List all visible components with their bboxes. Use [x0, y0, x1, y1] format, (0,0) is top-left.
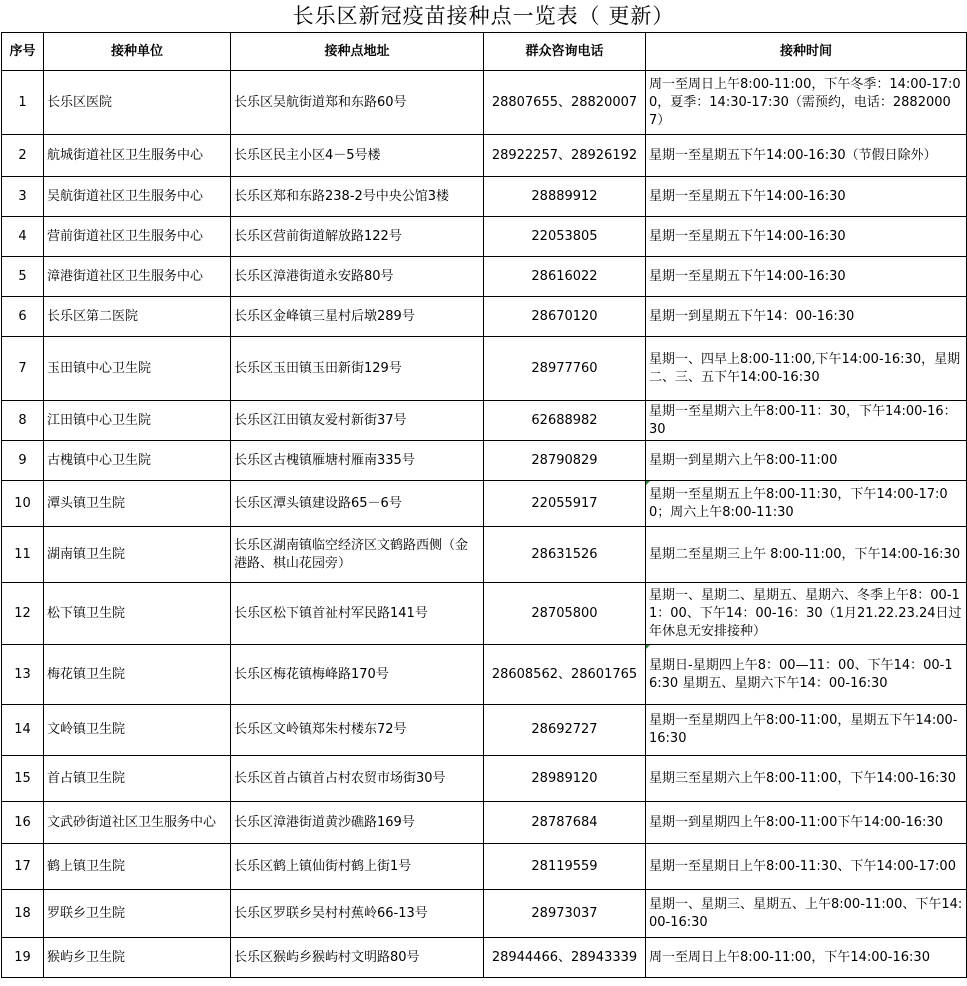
- row-address: 长乐区松下镇首祉村军民路141号: [231, 583, 484, 645]
- row-phone: 28631526: [484, 527, 646, 583]
- row-address: 长乐区文岭镇郑朱村楼东72号: [231, 705, 484, 756]
- row-phone: 28119559: [484, 844, 646, 890]
- row-phone: 22055917: [484, 481, 646, 527]
- row-phone: 28807655、28820007: [484, 71, 646, 135]
- row-index: 2: [2, 135, 44, 177]
- row-index: 19: [2, 938, 44, 978]
- row-unit: 鹤上镇卫生院: [44, 844, 231, 890]
- row-time: 星期一至星期日上午8:00-11:30、下午14:00-17:00: [646, 844, 967, 890]
- row-index: 6: [2, 297, 44, 337]
- row-address: 长乐区潭头镇建设路65－6号: [231, 481, 484, 527]
- row-time: 星期一到星期六上午8:00-11:00: [646, 441, 967, 481]
- row-index: 7: [2, 337, 44, 401]
- row-index: 9: [2, 441, 44, 481]
- row-phone: 28608562、28601765: [484, 645, 646, 705]
- row-phone: 62688982: [484, 401, 646, 441]
- row-address: 长乐区郑和东路238-2号中央公馆3楼: [231, 177, 484, 217]
- row-address: 长乐区金峰镇三星村后墩289号: [231, 297, 484, 337]
- row-unit: 长乐区第二医院: [44, 297, 231, 337]
- row-time: 星期一、四早上8:00-11:00,下午14:00-16:30，星期二、三、五下午14:00-16:30: [646, 337, 967, 401]
- table-row: [2, 527, 967, 583]
- row-unit: 潭头镇卫生院: [44, 481, 231, 527]
- row-unit: 罗联乡卫生院: [44, 890, 231, 938]
- row-index: 17: [2, 844, 44, 890]
- row-address: 长乐区罗联乡吴村村蕉岭66-13号: [231, 890, 484, 938]
- row-address: 长乐区湖南镇临空经济区文鹤路西侧（金港路、棋山花园旁）: [231, 527, 484, 583]
- row-index: 3: [2, 177, 44, 217]
- row-phone: 28973037: [484, 890, 646, 938]
- row-unit: 文岭镇卫生院: [44, 705, 231, 756]
- row-address: 长乐区首占镇首占村农贸市场街30号: [231, 756, 484, 802]
- row-index: 13: [2, 645, 44, 705]
- row-time: 星期一、星期二、星期五、星期六、冬季上午8：00-11：00、下午14：00-16：30（1月21.22.23.24日过年休息无安排接种）: [646, 583, 967, 645]
- row-unit: 漳港街道社区卫生服务中心: [44, 257, 231, 297]
- table-row: [2, 217, 967, 257]
- row-index: 16: [2, 802, 44, 844]
- row-index: 5: [2, 257, 44, 297]
- row-time: 星期一至星期六上午8:00-11：30，下午14:00-16：30: [646, 401, 967, 441]
- row-address: 长乐区鹤上镇仙街村鹤上街1号: [231, 844, 484, 890]
- table-row: [2, 401, 967, 441]
- row-phone: 28670120: [484, 297, 646, 337]
- row-index: 10: [2, 481, 44, 527]
- row-address: 长乐区吴航街道郑和东路60号: [231, 71, 484, 135]
- row-unit: 江田镇中心卫生院: [44, 401, 231, 441]
- table-row: [2, 844, 967, 890]
- row-unit: 营前街道社区卫生服务中心: [44, 217, 231, 257]
- row-time: 星期一至星期四上午8:00-11:00，星期五下午14:00-16:30: [646, 705, 967, 756]
- row-address: 长乐区玉田镇玉田新街129号: [231, 337, 484, 401]
- row-time: 星期三至星期六上午8:00-11:00，下午14:00-16:30: [646, 756, 967, 802]
- row-time: 星期一至星期五下午14:00-16:30: [646, 257, 967, 297]
- row-unit: 梅花镇卫生院: [44, 645, 231, 705]
- page-title: 长乐区新冠疫苗接种点一览表（ 更新）: [292, 4, 675, 28]
- row-address: 长乐区猴屿乡猴屿村文明路80号: [231, 938, 484, 978]
- row-phone: 28922257、28926192: [484, 135, 646, 177]
- row-address: 长乐区梅花镇梅峰路170号: [231, 645, 484, 705]
- row-address: 长乐区江田镇友爱村新街37号: [231, 401, 484, 441]
- row-phone: 28790829: [484, 441, 646, 481]
- row-phone: 28787684: [484, 802, 646, 844]
- row-index: 18: [2, 890, 44, 938]
- row-unit: 松下镇卫生院: [44, 583, 231, 645]
- table-row: [2, 645, 967, 705]
- table-row: [2, 890, 967, 938]
- header-phone: 群众咨询电话: [484, 33, 646, 71]
- row-phone: 28616022: [484, 257, 646, 297]
- row-time: 周一至周日上午8:00-11:00，下午14:00-16:30: [646, 938, 967, 978]
- table-row: [2, 257, 967, 297]
- table-row: [2, 71, 967, 135]
- row-address: 长乐区古槐镇雁塘村雁南335号: [231, 441, 484, 481]
- table-row: [2, 756, 967, 802]
- row-phone: 28989120: [484, 756, 646, 802]
- row-address: 长乐区漳港街道永安路80号: [231, 257, 484, 297]
- row-unit: 首占镇卫生院: [44, 756, 231, 802]
- row-phone: 28692727: [484, 705, 646, 756]
- row-index: 4: [2, 217, 44, 257]
- row-index: 8: [2, 401, 44, 441]
- row-time: 星期二至星期三上午 8:00-11:00，下午14:00-16:30: [646, 527, 967, 583]
- row-phone: 28977760: [484, 337, 646, 401]
- row-index: 15: [2, 756, 44, 802]
- table-row: [2, 938, 967, 978]
- row-unit: 航城街道社区卫生服务中心: [44, 135, 231, 177]
- table-row: [2, 705, 967, 756]
- table-row: [2, 297, 967, 337]
- row-time: 星期一、星期三、星期五、上午8:00-11:00、下午14:00-16:30: [646, 890, 967, 938]
- table-row: [2, 135, 967, 177]
- header-index: 序号: [2, 33, 44, 71]
- row-phone: 28889912: [484, 177, 646, 217]
- vaccination-sites-table: [1, 32, 967, 978]
- table-row: [2, 802, 967, 844]
- table-row: [2, 441, 967, 481]
- header-unit: 接种单位: [44, 33, 231, 71]
- table-row: [2, 583, 967, 645]
- row-time: 星期一到星期四上午8:00-11:00下午14:00-16:30: [646, 802, 967, 844]
- row-index: 11: [2, 527, 44, 583]
- row-time: 星期一到星期五下午14：00-16:30: [646, 297, 967, 337]
- row-time: 星期一至星期五下午14:00-16:30: [646, 177, 967, 217]
- row-address: 长乐区漳港街道黄沙礁路169号: [231, 802, 484, 844]
- row-phone: 22053805: [484, 217, 646, 257]
- row-unit: 长乐区医院: [44, 71, 231, 135]
- row-phone: 28944466、28943339: [484, 938, 646, 978]
- row-time: 星期一至星期五下午14:00-16:30（节假日除外）: [646, 135, 967, 177]
- header-time: 接种时间: [646, 33, 967, 71]
- row-address: 长乐区民主小区4－5号楼: [231, 135, 484, 177]
- row-index: 12: [2, 583, 44, 645]
- row-index: 14: [2, 705, 44, 756]
- row-unit: 玉田镇中心卫生院: [44, 337, 231, 401]
- row-address: 长乐区营前街道解放路122号: [231, 217, 484, 257]
- row-time: 周一至周日上午8:00-11:00，下午冬季：14:00-17:00，夏季：14:30-17:30（需预约，电话：28820007）: [646, 71, 967, 135]
- table-row: [2, 177, 967, 217]
- table-row: [2, 481, 967, 527]
- row-unit: 文武砂街道社区卫生服务中心: [44, 802, 231, 844]
- row-time: 星期日-星期四上午8：00—11：00、下午14：00-16:30 星期五、星期六下午14：00-16:30: [646, 645, 967, 705]
- row-unit: 猴屿乡卫生院: [44, 938, 231, 978]
- row-unit: 湖南镇卫生院: [44, 527, 231, 583]
- row-phone: 28705800: [484, 583, 646, 645]
- row-index: 1: [2, 71, 44, 135]
- row-time: 星期一至星期五下午14:00-16:30: [646, 217, 967, 257]
- table-row: [2, 337, 967, 401]
- row-unit: 古槐镇中心卫生院: [44, 441, 231, 481]
- header-address: 接种点地址: [231, 33, 484, 71]
- row-time: 星期一至星期五上午8:00-11:30，下午14:00-17:00；周六上午8:00-11:30: [646, 481, 967, 527]
- row-unit: 吴航街道社区卫生服务中心: [44, 177, 231, 217]
- table-header-row: [2, 33, 967, 71]
